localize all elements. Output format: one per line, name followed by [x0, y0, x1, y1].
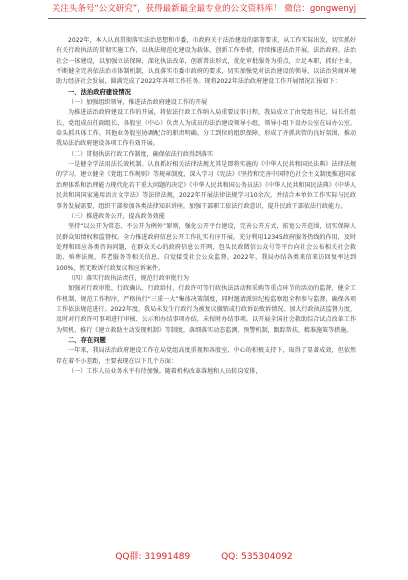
paragraph-openness: 坚持“以公开为常态、不公开为例外”原则，强化公开平台建设，完善公开方式，拓宽公开范围，切实保障人民群众知情权和监督权。全力推进政府信息公开工作扎实有序开展。充分利用12345政府服务热线的作用，及时处理和回应各类咨询问题，在群众关心的政府信息公开网、包头民政微信公众号等平台向社会公布相关社会救助、殡葬法规、养老服务等相关信息，自觉接受社会公众监督。2022年，我局办结各类来信来访回复率达到100%，暂无败诉行政复议和应诉案件。 [56, 223, 356, 272]
paragraph-enforcement: 加强对行政审批、行政确认、行政给付、行政许可等行政执法活动和采购等重点环节的活动的监督，健全工作机制，规范工作程序，严格执行“三重一大”集体决策制度，同时邀请派驻纪检监察组全程参与监督，确保各项工作依法规范进行。2022年度，我局未发生行政行为被复议撤销或行政诉讼败诉情况。加大行政执法监督力度，及时对行政许可事项进行审核、公示和办结事项办结，未按时办结事项。以开展全国社会救助综合试点改革工作为契机，推行《建立救助主动发现机制》等制度，落细落实动态监测、预警机制，跟踪帮扶，精准施策等措施。 [56, 285, 356, 334]
header-rule [48, 18, 366, 19]
paragraph-problem-1: （一）工作人员业务水平有待加强。随着机构改革落地和人员转岗安排， [68, 368, 262, 375]
subsection-heading-1b: （二）贯彻执法行政工作制度，确保依法行政得到落实 [68, 150, 214, 158]
paragraph-study: 一是健全学法用法长效机制。认真抓好相关法律法规尤其是即将实施的《中华人民共和国民法典》法律法规的学习，建立健全《党组工作规则》等规章制度，深入学习《宪法》《坚持和完善中国特色社会主义制度推进国家治理体系和治理能力现代化若干重大问题的决定》《中华人民共和国公务员法》《中华人民共和国民法典》《中华人民共和国国家通用语言文字法》等法律法规，2022年开展法律法规学习10余次，并结合本单位工作实际与民政事务发展需要，组织干部参加各类法律知识讲座，加强干部职工依法行政意识，提升民政干部依法行政能力。 [56, 161, 356, 210]
paragraph-leadership: 为推进法治政府建设工作的开展，将依法行政工作纳入局重要议事日程，我局成立了由党组书记、局长任组长，党组成员任副组长，各股室（中心）负责人为成员的法治建设领导小组，领导小组下设办公室在局办公室，牵头抓具体工作。其他业务股室协调配合的职责明确、分工到位的组织保障，形成了齐抓共管的良好氛围，推动我局法治政府建设各项工作有效开展。 [56, 109, 356, 148]
section-heading-2: 二、存在问题 [68, 336, 106, 344]
section-heading-1: 一、法治政府建设情况 [68, 88, 131, 96]
header-banner: 关注头条号“公文研究”，获得最新最全最专业的公文资料库！ 微信：gongwenyj [51, 4, 357, 14]
paragraph-problems: 一年来，我局法治政府建设工作在局党组高度重视和各股室、中心的积极支持下，取得了显著成效，但依然存在着不小差距，主要表现在以下几个方面： [56, 347, 356, 365]
qq-number: QQ: 535304092 [221, 552, 293, 562]
qq-group: QQ群: 31991489 [115, 552, 191, 562]
paragraph-intro: 2022年，本人认真贯彻落实法治思想和市委、市政府关于法治建设的部署要求，从工作实际出发，切实抓好有关行政执法的贯彻实施工作，以执法规范化建设为载体，创新工作举措，持续推进法治开展，法治政府、法治社会一体建设，以加强立法保障，深化执法改革，创新普法形式，优化审批服务为重点，立足本职，抓好主业，不断健全完善依法治市体制机制，认真落实市委市政府的要求，切实加强党对法治建设的领导，以法治营商环境助力经济社会发展，圆满完成了2022年各项工作任务。现将2022年法治政府建设工作开展情况汇报如下： [56, 37, 356, 86]
document-body [56, 36, 356, 377]
footer-contact [0, 551, 408, 563]
subsection-heading-1c: （三）推进政务公开，提高政务效能 [68, 212, 165, 220]
subsection-heading-1d: （四）落实行政执法责任，规范行政审批行为 [68, 274, 189, 282]
subsection-heading-1a: （一）加强组织领导，推进法治政府建设工作的开展 [68, 99, 208, 107]
